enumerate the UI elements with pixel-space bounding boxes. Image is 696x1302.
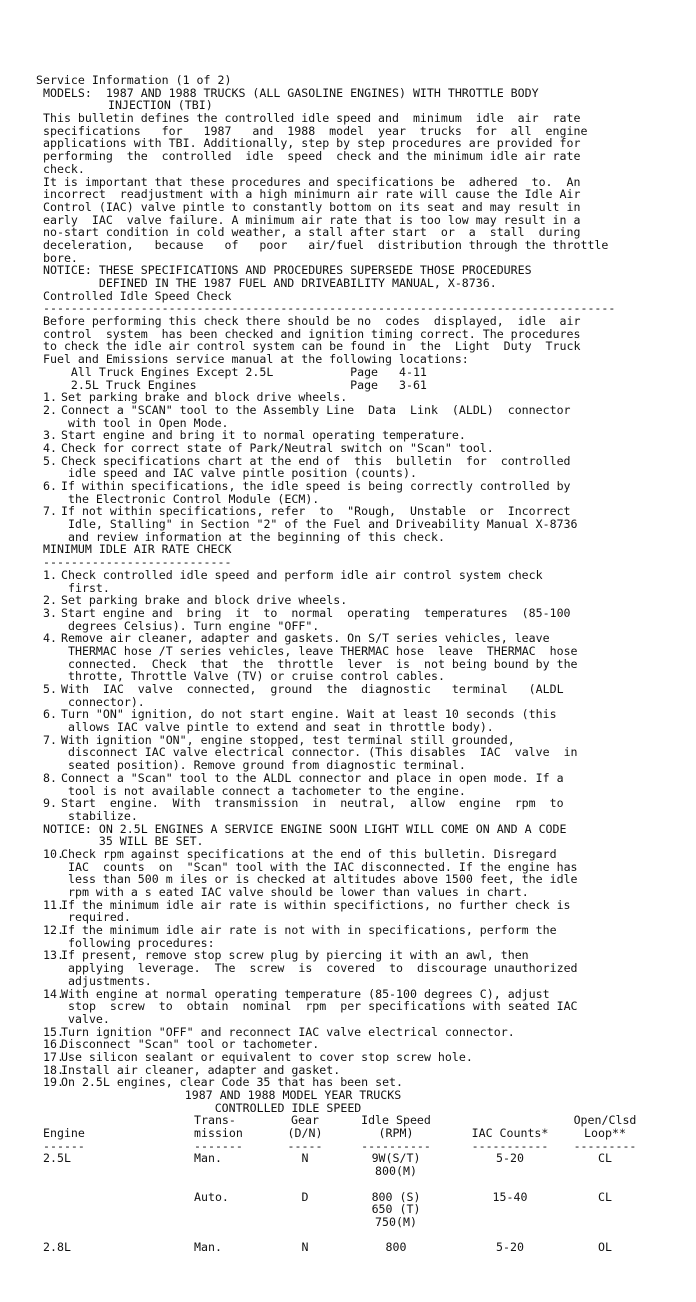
cell-idle-speed: 800 (385, 1240, 407, 1255)
step-number: 14. (43, 986, 64, 1001)
cell-idle-speed: 800(M) (375, 1164, 417, 1179)
column-rule-idle: ---------- (361, 1138, 431, 1153)
step-text: Install air cleaner, adapter and gasket. (61, 1062, 341, 1077)
step-number: 13. (43, 948, 64, 963)
min-idle-step-item (36, 1051, 676, 1064)
importance-paragraph: bore. (43, 250, 78, 265)
step-text-continued: adjustments. (68, 973, 152, 988)
step-text: Check rpm against specifications at the end of this bulletin. Disregard (61, 846, 557, 861)
importance-paragraph: early IAC valve failure. A minimum air rate that is too low may result in a (43, 212, 581, 227)
cell-transmission: Auto. (194, 1189, 229, 1204)
step-text-continued: IAC counts on "Scan" tool with the IAC disconnected. If the engine has (68, 859, 578, 874)
table-row (43, 1152, 663, 1165)
step-text: If the minimum idle air rate is within specifictions, no further check is (61, 897, 571, 912)
step-number: 11. (43, 897, 64, 912)
section-rule: ---------------------------------------------------------------------------------- (43, 302, 616, 316)
cell-gear: N (301, 1240, 309, 1255)
step-text-continued: required. (68, 910, 131, 925)
min-idle-step-item (36, 607, 676, 620)
step-text-continued: Idle, Stalling" in Section "2" of the Fuel and Driveability Manual X-8736 (68, 517, 578, 532)
manual-location: All Truck Engines Except 2.5L Page 4-11 (43, 364, 427, 379)
min-idle-step-item (36, 594, 676, 607)
step-text: Start engine and bring it to normal operating temperature. (61, 428, 466, 443)
min-idle-step-item (36, 848, 676, 861)
controlled-idle-step-item (36, 442, 676, 455)
table-subtitle-line: CONTROLLED IDLE SPEED (214, 1100, 362, 1115)
step-text: Remove air cleaner, adapter and gaskets. On S/T series vehicles, leave (61, 631, 550, 646)
column-header-loop: Loop** (584, 1126, 626, 1141)
table-spacer (43, 1229, 663, 1242)
step-number: 5. (43, 453, 57, 468)
step-text-continued: first. (68, 580, 110, 595)
table-header-row (43, 1127, 663, 1140)
section-intro: to check the idle air control system can be found in the Light Duty Truck (43, 339, 581, 354)
intro-paragraph: check. (43, 161, 85, 176)
step-text: Check for correct state of Park/Neutral switch on "Scan" tool. (61, 440, 494, 455)
min-idle-step-item (36, 797, 676, 810)
column-header-trans: mission (194, 1126, 243, 1141)
cell-loop: OL (598, 1240, 612, 1255)
controlled-idle-step-item (36, 404, 676, 417)
cell-iac-counts: 5-20 (496, 1151, 524, 1166)
column-rule-iac: ----------- (471, 1138, 549, 1153)
section-rule: --------------------------- (43, 556, 232, 569)
cell-gear: N (301, 1151, 309, 1166)
step-number: 12. (43, 923, 64, 938)
step-text: Start engine and bring it to normal operating temperatures (85-100 (61, 605, 571, 620)
table-spacer (43, 1178, 663, 1191)
min-idle-step-item (36, 569, 676, 582)
step-number: 16. (43, 1037, 64, 1052)
intro-paragraph: performing the controlled idle speed check and the minimum idle air rate (43, 149, 581, 164)
step-text: On 2.5L engines, clear Code 35 that has been set. (61, 1075, 404, 1090)
step-text-continued: the Electronic Control Module (ECM). (68, 491, 320, 506)
section-intro: Before performing this check there should be no codes displayed, idle air (43, 314, 581, 329)
step-text-continued: connector). (68, 694, 145, 709)
step-text: With engine at normal operating temperature (85-100 degrees C), adjust (61, 986, 550, 1001)
table-row (43, 1165, 663, 1178)
step-text: Turn "ON" ignition, do not start engine. Wait at least 10 seconds (this (61, 707, 557, 722)
models-line: MODELS: 1987 AND 1988 TRUCKS (ALL GASOLINE ENGINES) WITH THROTTLE BODY (43, 85, 539, 100)
column-header-gear: Gear (291, 1113, 319, 1128)
column-header-loop: Open/Clsd (573, 1113, 637, 1128)
importance-paragraph: deceleration, because of poor air/fuel distribution through the throttle (43, 237, 609, 252)
table-title (43, 1089, 663, 1102)
step-text-continued: THERMAC hose /T series vehicles, leave THERMAC hose leave THERMAC hose (68, 643, 578, 658)
step-text-continued: with tool in Open Mode. (68, 415, 229, 430)
step-number: 6. (43, 479, 57, 493)
controlled-idle-step-item (36, 391, 676, 404)
column-rule-gear: ----- (287, 1138, 323, 1153)
step-text-continued: rpm with a s eated IAC valve should be lower than values in chart. (68, 885, 529, 899)
manual-location: 2.5L Truck Engines Page 3-61 (43, 377, 427, 392)
step-text-continued: applying leverage. The screw is covered to discourage unauthorized (68, 961, 578, 976)
table-header-rule (43, 1140, 663, 1153)
step-text-continued: throtte, Throttle Valve (TV) or cruise control cables. (68, 669, 445, 684)
table-title (43, 1102, 663, 1115)
cell-iac-counts: 15-40 (492, 1189, 528, 1204)
step-number: 1. (43, 390, 57, 405)
importance-paragraph: It is important that these procedures and specifications be adhered to. An (43, 174, 581, 189)
column-rule-engine: ------ (43, 1138, 85, 1153)
section-heading-controlled-idle: Controlled Idle Speed Check (43, 288, 232, 303)
step-text: If within specifications, the idle speed is being correctly controlled by (61, 479, 571, 493)
step-number: 7. (43, 504, 57, 519)
table-row (43, 1216, 663, 1229)
step-text-continued: stabilize. (68, 808, 138, 823)
step-text: With ignition "ON", engine stopped, test terminal still grounded, (61, 732, 515, 747)
step-number: 8. (43, 770, 57, 785)
min-idle-step-item (36, 924, 676, 937)
intro-paragraph: specifications for 1987 and 1988 model year trucks for all engine (43, 123, 588, 138)
controlled-idle-step-item (36, 480, 676, 493)
step-text-continued: disconnect IAC valve electrical connector. (This disables IAC valve in (68, 745, 578, 760)
step-text-continued: less than 500 m iles or is checked at altitudes above 1500 feet, the idle (68, 872, 578, 887)
models-line: INJECTION (TBI) (108, 98, 213, 113)
page-title: Service Information (1 of 2) (36, 73, 232, 87)
table-row (43, 1203, 663, 1216)
step-number: 1. (43, 567, 57, 582)
cell-idle-speed: 650 (T) (371, 1202, 421, 1217)
step-text: If present, remove stop screw plug by piercing it with an awl, then (61, 948, 529, 963)
notice-text: 35 WILL BE SET. (43, 834, 204, 849)
step-text-continued: allows IAC valve pintle to extend and seat in throttle body). (68, 720, 494, 735)
table-header-row (43, 1114, 663, 1127)
importance-paragraph: no-start condition in cold weather, a stall after start or a stall during (43, 225, 581, 240)
step-text-continued: idle speed and IAC valve pintle position (counts). (68, 466, 418, 481)
column-rule-trans: ------- (194, 1138, 243, 1153)
step-number: 3. (43, 605, 57, 620)
notice-text: DEFINED IN THE 1987 FUEL AND DRIVEABILITY MANUAL, X-8736. (43, 276, 497, 290)
min-idle-step-item (36, 772, 676, 785)
section-heading-min-idle-air: MINIMUM IDLE AIR RATE CHECK (43, 542, 232, 557)
step-text-continued: connected. Check that the throttle lever is not being bound by the (68, 656, 578, 671)
step-text: Check controlled idle speed and perform idle air control system check (61, 567, 543, 582)
importance-paragraph: Control (IAC) valve pintle to constantly bottom on its seat and may result in (43, 199, 581, 214)
step-text: Set parking brake and block drive wheels. (61, 390, 348, 405)
intro-paragraph: applications with TBI. Additionally, step by step procedures are provided for (43, 136, 581, 151)
step-number: 17. (43, 1049, 64, 1064)
cell-gear: D (301, 1189, 309, 1204)
step-number: 7. (43, 732, 57, 747)
column-rule-loop: --------- (573, 1138, 637, 1153)
service-bulletin (36, 74, 676, 1089)
min-idle-step-item (36, 899, 676, 912)
step-number: 15. (43, 1024, 64, 1039)
table-title-line: 1987 AND 1988 MODEL YEAR TRUCKS (184, 1088, 402, 1102)
step-text: If not within specifications, refer to "Rough, Unstable or Incorrect (61, 504, 571, 519)
cell-idle-speed: 800 (S) (371, 1189, 421, 1204)
step-number: 10. (43, 846, 64, 861)
step-number: 19. (43, 1075, 64, 1090)
column-header-engine: Engine (43, 1126, 85, 1141)
table-row (43, 1241, 663, 1254)
section-intro: control system has been checked and ignition timing correct. The procedures (43, 326, 581, 341)
step-text: Check specifications chart at the end of this bulletin for controlled (61, 453, 571, 468)
step-text-continued: tool is not available connect a tachometer to the engine. (68, 783, 466, 798)
step-number: 6. (43, 707, 57, 722)
step-text: With IAC valve connected, ground the diagnostic terminal (ALDL (61, 682, 564, 696)
importance-paragraph: incorrect readjustment with a high minimurn air rate will cause the Idle Air (43, 187, 581, 202)
step-number: 2. (43, 593, 57, 608)
step-text: Connect a "Scan" tool to the ALDL connector and place in open mode. If a (61, 770, 564, 785)
cell-loop: CL (598, 1189, 612, 1204)
step-text: If the minimum idle air rate is not with in specifications, perform the (61, 923, 557, 938)
cell-transmission: Man. (194, 1240, 222, 1255)
step-text-continued: following procedures: (68, 935, 215, 950)
cell-loop: CL (598, 1151, 612, 1166)
step-text-continued: stop screw to obtain nominal rpm per specifications with seated IAC (68, 999, 578, 1014)
step-number: 18. (43, 1062, 64, 1077)
cell-idle-speed: 750(M) (375, 1214, 417, 1229)
column-header-idle: (RPM) (378, 1126, 414, 1141)
notice-text: NOTICE: THESE SPECIFICATIONS AND PROCEDURES SUPERSEDE THOSE PROCEDURES (43, 263, 532, 278)
step-text-continued: valve. (68, 1011, 110, 1026)
min-idle-step-item (36, 683, 676, 696)
cell-engine: 2.5L (43, 1151, 71, 1166)
intro-paragraph: This bulletin defines the controlled idle speed and minimum idle air rate (43, 111, 581, 126)
column-header-trans: Trans- (194, 1113, 236, 1128)
step-text: Connect a "SCAN" tool to the Assembly Line Data Link (ALDL) connector (61, 402, 571, 417)
notice-text: NOTICE: ON 2.5L ENGINES A SERVICE ENGINE SOON LIGHT WILL COME ON AND A CODE (43, 821, 567, 836)
step-text: Turn ignition "OFF" and reconnect IAC valve electrical connector. (61, 1024, 515, 1039)
step-number: 4. (43, 631, 57, 646)
column-header-gear: (D/N) (287, 1126, 323, 1141)
step-text: Disconnect "Scan" tool or tachometer. (61, 1037, 320, 1052)
idle-speed-table (43, 1089, 663, 1267)
table-row (43, 1191, 663, 1204)
cell-transmission: Man. (194, 1151, 222, 1166)
step-text-continued: and review information at the beginning of this check. (68, 529, 445, 544)
step-text: Use silicon sealant or equivalent to cover stop screw hole. (61, 1049, 473, 1064)
column-header-iac: IAC Counts* (471, 1126, 549, 1141)
table-spacer (43, 1254, 663, 1267)
step-number: 3. (43, 428, 57, 443)
step-number: 4. (43, 440, 57, 455)
cell-iac-counts: 5-20 (496, 1240, 524, 1255)
section-intro: Fuel and Emissions service manual at the following locations: (43, 352, 469, 367)
cell-engine: 2.8L (43, 1240, 71, 1255)
step-number: 5. (43, 682, 57, 696)
step-text-continued: degrees Celsius). Turn engine "OFF". (68, 618, 320, 633)
step-number: 2. (43, 402, 57, 417)
step-text: Set parking brake and block drive wheels. (61, 593, 348, 608)
step-text-continued: seated position). Remove ground from diagnostic terminal. (68, 758, 466, 773)
step-text: Start engine. With transmission in neutral, allow engine rpm to (61, 796, 564, 811)
cell-idle-speed: 9W(S/T) (371, 1151, 421, 1166)
step-number: 9. (43, 796, 57, 811)
column-header-idle: Idle Speed (361, 1113, 431, 1128)
